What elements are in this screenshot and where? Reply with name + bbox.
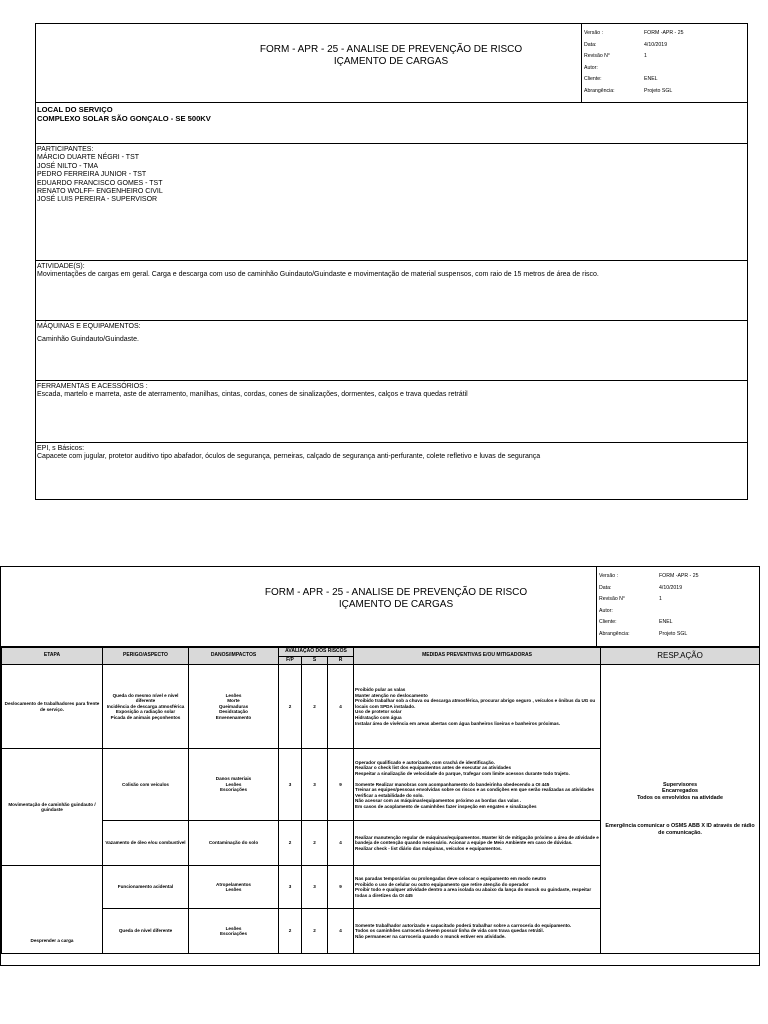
local-label: LOCAL DO SERVIÇO xyxy=(37,105,113,114)
participante: JOSÉ LUIS PEREIRA - SUPERVISOR xyxy=(37,196,158,204)
danos-cell: Atropelamentos Lesões xyxy=(189,866,279,909)
danos-cell: Danos materiais Lesões Escoriações xyxy=(189,749,279,821)
meta-row: Cliente: ENEL xyxy=(599,619,673,625)
local-value: COMPLEXO SOLAR SÃO GONÇALO - SE 500KV xyxy=(37,114,211,123)
meta-row: Data: 4/10/2019 xyxy=(584,41,668,48)
perigo-cell: Colisão com veículos xyxy=(103,749,189,821)
meta-row: Autor: xyxy=(599,607,613,614)
etapa-cell: Deslocamento de trabalhadores para frente de serviço. xyxy=(2,665,103,749)
participantes-label: PARTICIPANTES: xyxy=(37,146,94,153)
meta-row: Revisão N° 1 xyxy=(584,53,647,59)
maquinas-value: Caminhão Guindauto/Guindaste. xyxy=(37,336,139,344)
meta-row: Cliente: ENEL xyxy=(584,76,658,82)
section-atividade xyxy=(36,261,747,321)
meta-row: Versão : FORM -APR - 25 xyxy=(584,30,684,36)
header-avaliacao: AVALIAÇÃO DOS RISCOS xyxy=(279,648,354,657)
fp-cell: 2 xyxy=(279,909,302,954)
header-perigo: PERIGO/ASPECTO xyxy=(103,648,189,665)
perigo-cell: Vazamento de óleo e/ou combustível xyxy=(103,821,189,866)
atividade-value: Movimentações de cargas em geral. Carga e descarga com uso de caminhão Guindauto/Guindaste e movimentação de material suspensos, com raio de 15 metros de área de risco. xyxy=(37,271,599,279)
header-etapa: ETAPA xyxy=(2,648,103,665)
epi-label: EPI, s Básicos: xyxy=(37,445,85,452)
fp-cell: 3 xyxy=(279,749,302,821)
r-cell: 4 xyxy=(328,665,354,749)
etapa-cell: Desprender a carga xyxy=(2,866,103,954)
header-medidas: MEDIDAS PREVENTIVAS E/OU MITIGADORAS xyxy=(354,648,601,665)
section-local xyxy=(36,103,747,144)
apr-form-page-1 xyxy=(35,23,748,500)
form-title: FORM - APR - 25 - ANALISE DE PREVENÇÃO DE RISCO IÇAMENTO DE CARGAS xyxy=(264,587,528,610)
medidas-cell: Nas paradas temporárias ou prolongadas deve colocar o equipamento em modo neutro Proibido o uso de celular ou outro equipamento que retire atenção do operador Proibir todo e qualquer atividade dentro a area isolada ou abaixo da lança do munck ou guindaste, respeitar todas a diretizes da OI 445 xyxy=(354,866,601,909)
form-title: FORM - APR - 25 - ANALISE DE PREVENÇÃO DE RISCO IÇAMENTO DE CARGAS xyxy=(259,44,523,67)
r-cell: 9 xyxy=(328,866,354,909)
danos-cell: Lesões Morte Queimaduras Desidratação Envenenamento xyxy=(189,665,279,749)
atividade-label: ATIVIDADE(S): xyxy=(37,263,85,270)
meta-row: Abrangência: Projeto SGL xyxy=(599,630,688,637)
form-meta xyxy=(596,567,759,647)
risk-table xyxy=(1,647,760,954)
maquinas-label: MÁQUINAS E EQUIPAMENTOS: xyxy=(37,323,141,330)
participante: MÁRCIO DUARTE NÉGRI - TST xyxy=(37,154,140,162)
medidas-cell: Proibido pular as valas Manter atenção no deslocamento Proibido trabalhar sob a chuva ou descarga atmosférica, procurar abrigo seguro , veículos e ônibus da UG ou locais com SPDA instalado. Uso de protetor solar Hidratação com água Instalar área de vivência em areas abertas com água banheiros lixeiras e banheiros próximas. xyxy=(354,665,601,749)
header-fp: F/P xyxy=(279,656,302,665)
form-meta xyxy=(581,24,747,103)
form-header xyxy=(1,567,759,647)
perigo-cell: Funcionamento acidental xyxy=(103,866,189,909)
s-cell: 3 xyxy=(302,866,328,909)
section-ferramentas xyxy=(36,381,747,443)
s-cell: 2 xyxy=(302,909,328,954)
r-cell: 4 xyxy=(328,909,354,954)
meta-row: Versão : FORM -APR - 25 xyxy=(599,573,699,579)
medidas-cell: Realizar manutenção regular de máquinas/equipamentos. Manter kit de mitigação próximo a área de atividade e bandeja de contenção quando necessário. Acionar a equipe de Meio Ambiente em caso de dúvidas. Realizar check - list diário das máquinas, veículos e equipamentos. xyxy=(354,821,601,866)
s-cell: 2 xyxy=(302,821,328,866)
header-resp: RESP.AÇÃO xyxy=(601,648,760,665)
epi-value: Capacete com jugular, protetor auditivo tipo abafador, óculos de segurança, perneiras, calçado de segurança anti-perfurante, colete refletivo e luvas de segurança xyxy=(37,453,541,461)
s-cell: 2 xyxy=(302,665,328,749)
danos-cell: Contaminação do solo xyxy=(189,821,279,866)
medidas-cell: Somente trabalhador autorizado e capacitado poderá trabalhar sobre a carroceria do equipamento. Todos os caminhões carroceria devem possuir linha de vida com trava quedas retrátil. Não permanecer na carroceria quando o munck estiver em atividade. xyxy=(354,909,601,954)
form-header xyxy=(36,24,747,103)
danos-cell: Lesões Escoriações xyxy=(189,909,279,954)
perigo-cell: Queda de nível diferente xyxy=(103,909,189,954)
medidas-cell: Operador qualificado e autorizado, com crachá de identificação. Realizar o check list dos equipamentos antes de executar as atividades Respeitar a sinalização de velocidade do parque, trafegar com limite acessos durante todo trajeto. Somente Realizar manobras com acompanhamento do bandeirinha obedecendo a OI 445 Treinar as equipes/pessoas envolvidas sobre os riscos e as condições em que serão realizadas as atividades Verificar a estabilidade do solo. Não acessar com as máquinas/equipamentos próximo as bordas das valas . Em casos de acoplamento de caminhões fazer inspeção em engates e sinalizações xyxy=(354,749,601,821)
participante: EDUARDO FRANCISCO GOMES - TST xyxy=(37,179,163,187)
header-r: R xyxy=(328,656,354,665)
meta-row: Revisão N° 1 xyxy=(599,596,662,602)
section-epi xyxy=(36,443,747,499)
participante: PEDRO FERREIRA JUNIOR - TST xyxy=(37,171,147,179)
header-danos: DANOS/IMPACTOS xyxy=(189,648,279,665)
meta-row: Abrangência: Projeto SGL xyxy=(584,87,673,94)
meta-row: Autor: xyxy=(584,64,598,71)
fp-cell: 2 xyxy=(279,665,302,749)
r-cell: 4 xyxy=(328,821,354,866)
ferramentas-value: Escada, martelo e marreta, aste de aterramento, manilhas, cintas, cordas, cones de sinalizações, dormentes, calços e trava quedas retrátil xyxy=(37,391,468,399)
header-s: S xyxy=(302,656,328,665)
etapa-cell: Movimentação de caminhão guindauto / guindaste xyxy=(2,749,103,866)
perigo-cell: Queda do mesmo nível e nível diferente Incidência de descarga atmosférica Exposição a radiação solar Picada de animais peçonhentos xyxy=(103,665,189,749)
apr-form-page-2 xyxy=(0,566,760,966)
ferramentas-label: FERRAMENTAS E ACESSÓRIOS : xyxy=(37,383,148,390)
table-row xyxy=(2,665,760,749)
section-maquinas xyxy=(36,321,747,381)
s-cell: 3 xyxy=(302,749,328,821)
fp-cell: 3 xyxy=(279,866,302,909)
r-cell: 9 xyxy=(328,749,354,821)
section-participantes xyxy=(36,144,747,261)
participante: JOSÉ NILTO - TMA xyxy=(37,162,99,170)
meta-row: Data: 4/10/2019 xyxy=(599,584,683,591)
participante: RENATO WOLFF- ENGENHEIRO CIVIL xyxy=(37,188,163,196)
resp-cell: Supervisores Encarregados Todos os envolvidos na atividade Emergência comunicar o OSMS ABB X ID através de rádio de comunicação. xyxy=(601,665,760,954)
fp-cell: 2 xyxy=(279,821,302,866)
